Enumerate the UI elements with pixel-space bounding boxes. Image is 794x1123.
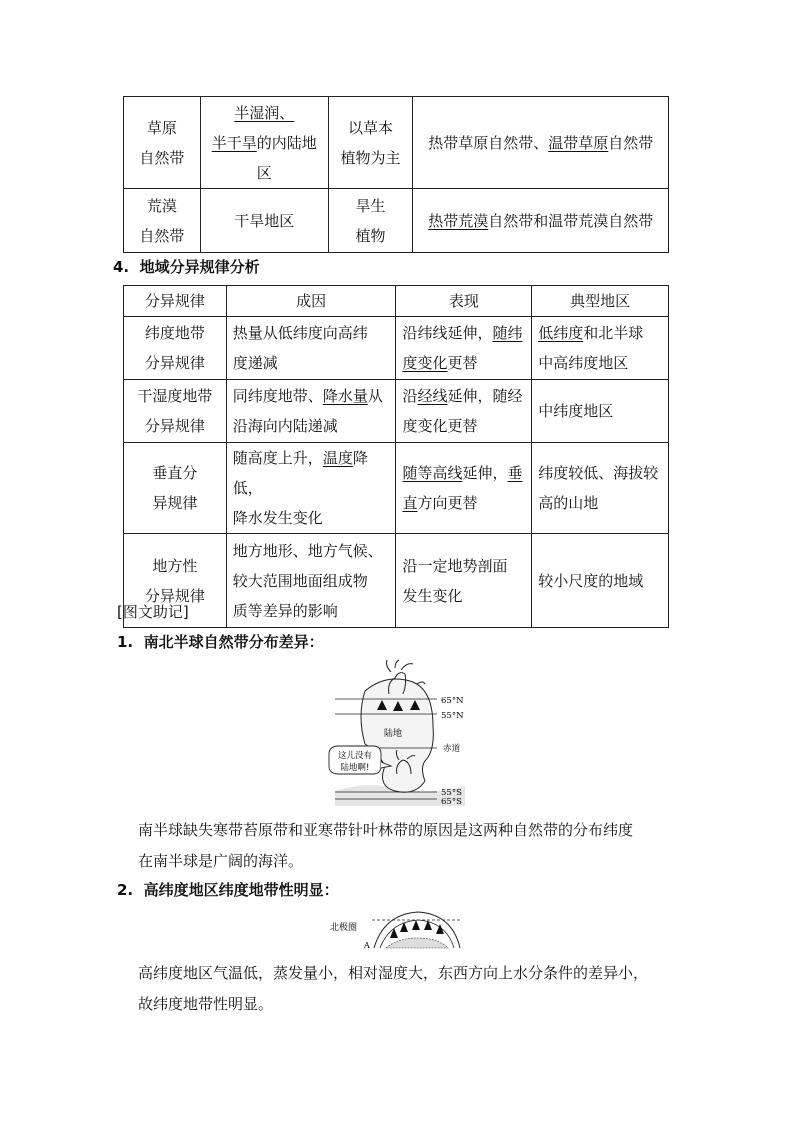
cell-text: 方向更替: [417, 494, 478, 512]
item-number: 2.: [117, 881, 134, 899]
tree-icon: [390, 920, 444, 938]
item-title: 高纬度地区纬度地带性明显：: [143, 881, 339, 899]
paragraph: [138, 815, 633, 877]
cell-line: 分异规律: [144, 354, 205, 372]
table-cell: [328, 97, 413, 189]
underlined-answer: 随等高线: [402, 464, 463, 482]
cell-text: 和北半球: [583, 324, 644, 342]
point-label: A: [364, 941, 370, 950]
table-cell: [226, 534, 396, 628]
underlined-answer: 直: [402, 494, 418, 512]
hemisphere-diagram: [325, 656, 475, 806]
cell-line: 植物为主: [340, 148, 401, 167]
column-header: 成因: [226, 286, 396, 317]
cell-text: 从: [367, 387, 383, 405]
cell-text: 自然带: [608, 133, 654, 152]
cell-line: 较大范围地面组成物: [232, 571, 368, 590]
table-cell: [226, 443, 396, 534]
table-cell: [124, 189, 201, 253]
table-cell: [396, 317, 532, 380]
bubble-line: 陆地啊!: [340, 763, 370, 773]
cell-line: 纬度较低、海拔较: [538, 464, 659, 482]
cell-line: 降水发生变化: [232, 509, 323, 527]
cell-line: 沿海向内陆递减: [232, 417, 338, 435]
table-row: [124, 97, 669, 189]
cell-line: 中高纬度地区: [538, 354, 629, 372]
item-heading: [117, 631, 324, 652]
table-cell: [124, 380, 227, 443]
item-number: 1.: [117, 633, 134, 651]
cell-line: 荒漠: [146, 196, 177, 215]
arctic-belt-diagram: [328, 908, 468, 950]
table-cell: [226, 317, 396, 380]
table-cell: [200, 97, 328, 189]
cell-text: 热带草原自然带、: [428, 133, 549, 152]
cell-line: 区: [256, 163, 272, 182]
cell-text: 延伸，: [462, 464, 508, 482]
cell-text: 随高度上升，: [232, 449, 323, 467]
cell-line: 自然带: [139, 226, 185, 245]
table-cell: 干旱地区: [200, 189, 328, 253]
latitude-label: 赤道: [443, 744, 461, 754]
table-cell: [124, 97, 201, 189]
cell-line: 垂直分: [152, 464, 198, 482]
table-cell: [396, 534, 532, 628]
table-cell: [328, 189, 413, 253]
cell-text: 自然带和温带荒漠自然带: [488, 211, 654, 230]
table-cell: [413, 97, 669, 189]
underlined-answer: 半干旱: [211, 133, 257, 152]
table-cell: [532, 443, 669, 534]
table-cell: 较小尺度的地域: [532, 534, 669, 628]
cell-line: 地方地形、地方气候、: [232, 541, 383, 560]
cell-line: 草原: [146, 118, 177, 137]
cell-line: 植物: [355, 226, 386, 245]
table-cell: [124, 443, 227, 534]
underlined-answer: 垂: [507, 464, 523, 482]
table-row: [124, 534, 669, 628]
cell-line: 热量从低纬度向高纬: [232, 324, 368, 342]
column-header: 分异规律: [124, 286, 227, 317]
latitude-label: 65°S: [441, 797, 462, 806]
bubble-line: 这儿没有: [337, 751, 373, 761]
table-cell: [532, 317, 669, 380]
table-row: [124, 443, 669, 534]
column-header: 表现: [396, 286, 532, 317]
item-heading: [117, 879, 339, 900]
underlined-answer: 热带荒漠: [428, 211, 489, 230]
cell-line: 质等差异的影响: [232, 601, 338, 620]
table-cell: [226, 380, 396, 443]
cell-text: 降低，: [232, 449, 368, 497]
table-header-row: [124, 286, 669, 317]
underlined-answer: 半湿润、: [234, 103, 295, 122]
cell-line: 异规律: [152, 494, 198, 512]
table-cell: 中纬度地区: [532, 380, 669, 443]
underlined-answer: 温带草原: [548, 133, 609, 152]
cell-line: 纬度地带: [144, 324, 205, 342]
memo-label: [图文助记]: [117, 603, 189, 621]
table-row: [124, 380, 669, 443]
paragraph-line: 故纬度地带性明显。: [138, 995, 274, 1013]
cell-text: 沿: [402, 387, 418, 405]
cell-line: 自然带: [139, 148, 185, 167]
item-title: 南北半球自然带分布差异：: [143, 633, 324, 651]
section-number: 4.: [113, 258, 130, 276]
section-title: 地域分异规律分析: [139, 258, 260, 276]
land-label: 陆地: [383, 729, 403, 739]
paragraph: [138, 958, 648, 1020]
paragraph-line: 在南半球是广阔的海洋。: [138, 852, 304, 870]
table-cell: [396, 380, 532, 443]
cell-line: 沿一定地势剖面: [402, 556, 508, 575]
cell-text: 同纬度地带、: [232, 387, 323, 405]
cell-line: 以草本: [348, 118, 394, 137]
latitude-label: 55°S: [441, 788, 462, 798]
natural-zone-table: [123, 96, 669, 253]
latitude-label: 55°N: [441, 711, 464, 721]
tundra-band: [386, 938, 448, 948]
underlined-answer: 低纬度: [538, 324, 584, 342]
paragraph-line: 南半球缺失寒带苔原带和亚寒带针叶林带的原因是这两种自然带的分布纬度: [138, 821, 634, 839]
table-cell: [124, 317, 227, 380]
underlined-answer: 度变化: [402, 354, 448, 372]
arctic-circle-label: 北极圈: [330, 923, 358, 933]
cell-text: 的内陆地: [256, 133, 317, 152]
underlined-answer: 降水量: [322, 387, 368, 405]
table-cell: [413, 189, 669, 253]
cell-line: 地方性: [152, 556, 198, 575]
cell-line: 度变化更替: [402, 417, 478, 435]
cell-line: 旱生: [355, 196, 386, 215]
cell-line: 分异规律: [144, 586, 205, 605]
cell-text: 更替: [447, 354, 478, 372]
cell-line: 度递减: [232, 354, 278, 372]
table-cell: [396, 443, 532, 534]
paragraph-line: 高纬度地区气温低，蒸发量小，相对湿度大，东西方向上水分条件的差异小，: [138, 964, 649, 982]
cell-line: 干湿度地带: [137, 387, 213, 405]
table-row: [124, 317, 669, 380]
underlined-answer: 随纬: [492, 324, 523, 342]
latitude-label: 65°N: [441, 696, 464, 706]
column-header: 典型地区: [532, 286, 669, 317]
cell-line: 发生变化: [402, 586, 463, 605]
cell-text: 延伸，随经: [447, 387, 523, 405]
underlined-answer: 经线: [417, 387, 448, 405]
underlined-answer: 温度: [322, 449, 353, 467]
cell-line: 高的山地: [538, 494, 599, 512]
zonal-rules-table: [123, 285, 669, 628]
table-row: [124, 189, 669, 253]
cell-text: 沿纬线延伸，: [402, 324, 493, 342]
section-heading: [113, 256, 260, 277]
cell-line: 分异规律: [144, 417, 205, 435]
